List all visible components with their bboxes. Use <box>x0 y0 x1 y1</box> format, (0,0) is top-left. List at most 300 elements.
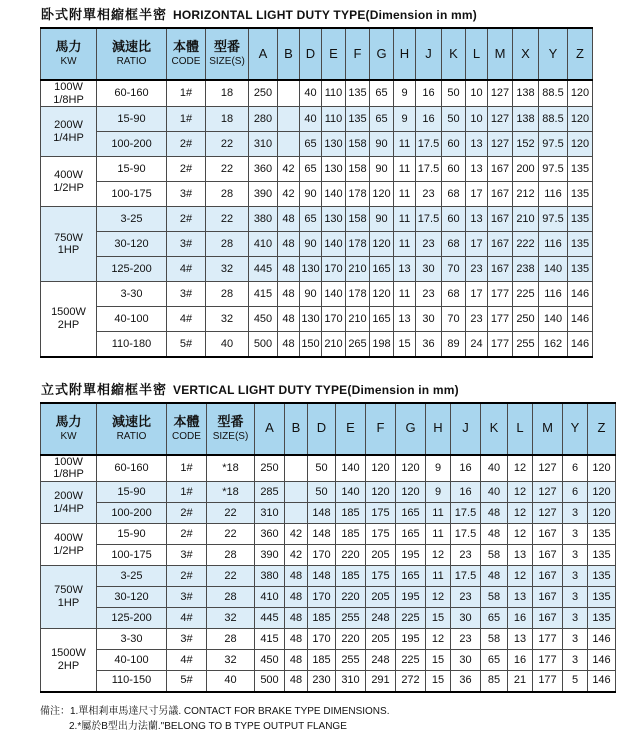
dim-cell-G: 198 <box>370 332 394 357</box>
table-row <box>41 132 593 157</box>
dim-cell-K: 68 <box>442 182 466 207</box>
column-header-dim-A: A <box>255 403 285 455</box>
dim-cell-E: 310 <box>336 671 366 692</box>
dim-cell-E: 130 <box>322 207 346 232</box>
dim-cell-A: 360 <box>249 157 278 182</box>
dim-cell-D: 50 <box>308 482 336 503</box>
dim-cell-H: 13 <box>394 257 416 282</box>
code-cell: 3# <box>167 232 206 257</box>
header-row <box>41 403 616 455</box>
column-header-dim-Y: Y <box>539 28 568 80</box>
dim-cell-Z: 135 <box>568 232 593 257</box>
dim-cell-A: 500 <box>249 332 278 357</box>
dim-cell-Z: 135 <box>568 207 593 232</box>
dim-cell-D: 130 <box>300 257 322 282</box>
dim-cell-M: 167 <box>533 524 563 545</box>
dim-cell-D: 40 <box>300 80 322 107</box>
code-cell: 2# <box>167 132 206 157</box>
ratio-cell: 40-100 <box>97 307 167 332</box>
code-cell: 4# <box>167 307 206 332</box>
dim-cell-Z: 135 <box>588 608 616 629</box>
horizontal-table-title <box>41 4 639 24</box>
dim-cell-E: 140 <box>322 282 346 307</box>
power-group-cell: 200W 1/4HP <box>41 482 97 524</box>
horizontal-title-en: HORIZONTAL LIGHT DUTY TYPE(Dimension in mm) <box>173 8 477 22</box>
dim-cell-X: 225 <box>513 282 539 307</box>
dim-cell-Z: 146 <box>568 332 593 357</box>
dim-cell-E: 170 <box>322 257 346 282</box>
size-cell: 32 <box>206 257 249 282</box>
dim-cell-A: 250 <box>255 455 285 482</box>
table-row <box>41 503 616 524</box>
dim-cell-J: 16 <box>451 455 481 482</box>
dim-cell-E: 170 <box>322 307 346 332</box>
dim-cell-K: 58 <box>481 545 508 566</box>
dim-cell-J: 16 <box>416 107 442 132</box>
dim-cell-A: 415 <box>249 282 278 307</box>
size-cell: 22 <box>206 132 249 157</box>
code-cell: 1# <box>167 107 206 132</box>
dim-cell-B: 42 <box>278 157 300 182</box>
vertical-title-en: VERTICAL LIGHT DUTY TYPE(Dimension in mm) <box>173 382 459 397</box>
dim-cell-E: 255 <box>336 608 366 629</box>
footnotes <box>40 704 639 735</box>
dim-cell-A: 410 <box>249 232 278 257</box>
column-header-dim-J: J <box>416 28 442 80</box>
dim-cell-K: 68 <box>442 232 466 257</box>
dim-cell-B: 48 <box>278 232 300 257</box>
ratio-cell: 3-25 <box>97 566 167 587</box>
dim-cell-G: 165 <box>396 524 426 545</box>
dim-cell-K: 48 <box>481 524 508 545</box>
dim-cell-M: 167 <box>533 608 563 629</box>
dim-cell-E: 185 <box>336 524 366 545</box>
ratio-cell: 30-120 <box>97 587 167 608</box>
dim-cell-H: 11 <box>394 132 416 157</box>
dim-cell-F: 291 <box>366 671 396 692</box>
power-group-cell: 100W 1/8HP <box>41 80 97 107</box>
dim-cell-X: 210 <box>513 207 539 232</box>
column-header-dim-K: K <box>481 403 508 455</box>
vertical-table-section <box>40 379 639 693</box>
size-cell: *18 <box>207 482 255 503</box>
dim-cell-H: 11 <box>426 524 451 545</box>
dim-cell-G: 225 <box>396 608 426 629</box>
table-row <box>41 207 593 232</box>
code-cell: 4# <box>167 650 207 671</box>
dim-cell-X: 238 <box>513 257 539 282</box>
dim-cell-B <box>278 132 300 157</box>
dim-cell-Y: 6 <box>563 455 588 482</box>
table-row <box>41 608 616 629</box>
dim-cell-Y: 97.5 <box>539 132 568 157</box>
dim-cell-E: 220 <box>336 545 366 566</box>
dim-cell-G: 272 <box>396 671 426 692</box>
dim-cell-Z: 135 <box>588 524 616 545</box>
dim-cell-H: 11 <box>394 182 416 207</box>
column-header-dim-K: K <box>442 28 466 80</box>
dim-cell-D: 148 <box>308 524 336 545</box>
footnote-flange-note: 2.*屬於B型出力法蘭."BELONG TO B TYPE OUTPUT FLANGE <box>69 721 347 733</box>
dim-cell-L: 16 <box>508 650 533 671</box>
column-header-dim-H: H <box>426 403 451 455</box>
dim-cell-J: 17.5 <box>416 132 442 157</box>
code-cell: 5# <box>167 332 206 357</box>
dim-cell-L: 12 <box>508 524 533 545</box>
dim-cell-D: 170 <box>308 629 336 650</box>
horizontal-dimensions-table <box>40 27 593 358</box>
table-row <box>41 157 593 182</box>
dim-cell-B: 48 <box>285 671 308 692</box>
dim-cell-F: 175 <box>366 503 396 524</box>
code-cell: 2# <box>167 566 207 587</box>
dim-cell-L: 10 <box>466 107 488 132</box>
dim-cell-M: 167 <box>533 587 563 608</box>
dim-cell-L: 13 <box>508 587 533 608</box>
dim-cell-K: 48 <box>481 566 508 587</box>
power-group-cell: 400W 1/2HP <box>41 524 97 566</box>
dim-cell-L: 10 <box>466 80 488 107</box>
dim-cell-Y: 3 <box>563 566 588 587</box>
dim-cell-F: 205 <box>366 545 396 566</box>
dim-cell-D: 150 <box>300 332 322 357</box>
dim-cell-Y: 140 <box>539 257 568 282</box>
table-row <box>41 566 616 587</box>
dim-cell-A: 415 <box>255 629 285 650</box>
dim-cell-F: 178 <box>346 182 370 207</box>
dim-cell-K: 48 <box>481 503 508 524</box>
dim-cell-F: 158 <box>346 207 370 232</box>
power-group-cell: 200W 1/4HP <box>41 107 97 157</box>
ratio-cell: 60-160 <box>97 80 167 107</box>
column-header-dim-D: D <box>308 403 336 455</box>
dim-cell-A: 380 <box>255 566 285 587</box>
dim-cell-G: 165 <box>396 503 426 524</box>
column-header-sizes: 型番 SIZE(S) <box>207 403 255 455</box>
dim-cell-Z: 135 <box>588 545 616 566</box>
dim-cell-Y: 116 <box>539 182 568 207</box>
dim-cell-A: 310 <box>249 132 278 157</box>
dim-cell-M: 177 <box>488 332 513 357</box>
dim-cell-M: 127 <box>533 455 563 482</box>
dim-cell-D: 65 <box>300 157 322 182</box>
dim-cell-D: 185 <box>308 608 336 629</box>
dim-cell-Z: 146 <box>588 629 616 650</box>
column-header-ratio: 減速比 RATIO <box>97 28 167 80</box>
size-cell: 22 <box>207 503 255 524</box>
size-cell: 18 <box>206 107 249 132</box>
ratio-cell: 30-120 <box>97 232 167 257</box>
dim-cell-K: 65 <box>481 608 508 629</box>
dim-cell-H: 12 <box>426 629 451 650</box>
code-cell: 3# <box>167 587 207 608</box>
dim-cell-F: 265 <box>346 332 370 357</box>
size-cell: 40 <box>207 671 255 692</box>
dim-cell-L: 17 <box>466 232 488 257</box>
dim-cell-A: 390 <box>249 182 278 207</box>
dim-cell-Y: 3 <box>563 503 588 524</box>
table-row <box>41 257 593 282</box>
dim-cell-B: 48 <box>285 650 308 671</box>
dim-cell-K: 89 <box>442 332 466 357</box>
table-row <box>41 524 616 545</box>
dim-cell-Y: 162 <box>539 332 568 357</box>
column-header-dim-E: E <box>322 28 346 80</box>
column-header-code: 本體 CODE <box>167 28 206 80</box>
dim-cell-D: 65 <box>300 132 322 157</box>
table-row <box>41 307 593 332</box>
dim-cell-J: 30 <box>451 650 481 671</box>
dim-cell-Z: 146 <box>568 307 593 332</box>
dim-cell-X: 152 <box>513 132 539 157</box>
dim-cell-G: 195 <box>396 587 426 608</box>
footnote-brake-note: 備注：1.單相剎車馬達尺寸另議. CONTACT FOR BRAKE TYPE DIMENSIONS. <box>40 705 390 717</box>
dim-cell-M: 177 <box>533 650 563 671</box>
dim-cell-F: 248 <box>366 608 396 629</box>
table-row <box>41 545 616 566</box>
dim-cell-Z: 135 <box>568 182 593 207</box>
table-row <box>41 482 616 503</box>
dim-cell-Y: 3 <box>563 629 588 650</box>
dim-cell-X: 250 <box>513 307 539 332</box>
size-cell: 22 <box>206 157 249 182</box>
ratio-cell: 3-25 <box>97 207 167 232</box>
dim-cell-L: 23 <box>466 307 488 332</box>
code-cell: 3# <box>167 629 207 650</box>
dim-cell-B <box>285 455 308 482</box>
size-cell: 28 <box>206 182 249 207</box>
dim-cell-A: 280 <box>249 107 278 132</box>
size-cell: *18 <box>207 455 255 482</box>
dim-cell-J: 23 <box>416 232 442 257</box>
dim-cell-L: 13 <box>508 629 533 650</box>
dim-cell-K: 40 <box>481 455 508 482</box>
column-header-dim-M: M <box>533 403 563 455</box>
dim-cell-L: 17 <box>466 282 488 307</box>
ratio-cell: 3-30 <box>97 282 167 307</box>
column-header-code: 本體 CODE <box>167 403 207 455</box>
ratio-cell: 125-200 <box>97 257 167 282</box>
dim-cell-A: 390 <box>255 545 285 566</box>
dim-cell-D: 170 <box>308 587 336 608</box>
table-row <box>41 282 593 307</box>
dim-cell-X: 138 <box>513 80 539 107</box>
power-group-cell: 1500W 2HP <box>41 282 97 357</box>
dim-cell-G: 120 <box>370 182 394 207</box>
dim-cell-L: 16 <box>508 608 533 629</box>
dim-cell-A: 250 <box>249 80 278 107</box>
dim-cell-H: 12 <box>426 545 451 566</box>
vertical-dimensions-table <box>40 402 616 693</box>
dim-cell-G: 165 <box>370 257 394 282</box>
dim-cell-Z: 120 <box>568 132 593 157</box>
code-cell: 3# <box>167 282 206 307</box>
header-row <box>41 28 593 80</box>
ratio-cell: 110-150 <box>97 671 167 692</box>
dim-cell-K: 58 <box>481 629 508 650</box>
dim-cell-G: 90 <box>370 157 394 182</box>
table-row <box>41 629 616 650</box>
ratio-cell: 3-30 <box>97 629 167 650</box>
dim-cell-Y: 116 <box>539 282 568 307</box>
dim-cell-B: 48 <box>278 332 300 357</box>
size-cell: 32 <box>207 608 255 629</box>
dim-cell-J: 30 <box>416 307 442 332</box>
dim-cell-Z: 120 <box>588 503 616 524</box>
dim-cell-Y: 116 <box>539 232 568 257</box>
dim-cell-H: 15 <box>426 650 451 671</box>
dim-cell-E: 140 <box>336 482 366 503</box>
dim-cell-E: 185 <box>336 503 366 524</box>
dim-cell-H: 9 <box>426 482 451 503</box>
table-row <box>41 650 616 671</box>
dim-cell-F: 175 <box>366 566 396 587</box>
ratio-cell: 15-90 <box>97 524 167 545</box>
dim-cell-G: 120 <box>396 482 426 503</box>
dim-cell-L: 12 <box>508 482 533 503</box>
dim-cell-A: 360 <box>255 524 285 545</box>
dim-cell-M: 167 <box>488 207 513 232</box>
dim-cell-F: 158 <box>346 132 370 157</box>
code-cell: 1# <box>167 80 206 107</box>
column-header-dim-Z: Z <box>588 403 616 455</box>
dim-cell-G: 65 <box>370 107 394 132</box>
column-header-dim-G: G <box>396 403 426 455</box>
dim-cell-J: 36 <box>416 332 442 357</box>
dim-cell-K: 70 <box>442 257 466 282</box>
dim-cell-F: 210 <box>346 307 370 332</box>
dim-cell-M: 167 <box>488 157 513 182</box>
size-cell: 22 <box>207 566 255 587</box>
dim-cell-L: 12 <box>508 503 533 524</box>
table-row <box>41 455 616 482</box>
column-header-dim-H: H <box>394 28 416 80</box>
dim-cell-Y: 97.5 <box>539 157 568 182</box>
dim-cell-E: 255 <box>336 650 366 671</box>
dim-cell-E: 220 <box>336 629 366 650</box>
dim-cell-F: 135 <box>346 107 370 132</box>
dim-cell-X: 255 <box>513 332 539 357</box>
vertical-title-zh: 立式附單相縮框半密 <box>41 381 168 397</box>
dim-cell-Y: 3 <box>563 608 588 629</box>
dim-cell-J: 17.5 <box>451 524 481 545</box>
dim-cell-F: 178 <box>346 232 370 257</box>
dim-cell-B: 42 <box>285 524 308 545</box>
dim-cell-K: 68 <box>442 282 466 307</box>
dim-cell-J: 23 <box>451 629 481 650</box>
dim-cell-F: 175 <box>366 524 396 545</box>
dim-cell-D: 185 <box>308 650 336 671</box>
ratio-cell: 100-200 <box>97 503 167 524</box>
dim-cell-J: 23 <box>451 545 481 566</box>
dim-cell-K: 60 <box>442 157 466 182</box>
size-cell: 28 <box>207 545 255 566</box>
dim-cell-Z: 120 <box>588 455 616 482</box>
dim-cell-D: 50 <box>308 455 336 482</box>
dim-cell-M: 167 <box>488 232 513 257</box>
dim-cell-E: 110 <box>322 107 346 132</box>
dim-cell-H: 9 <box>426 455 451 482</box>
dim-cell-G: 225 <box>396 650 426 671</box>
dim-cell-Y: 88.5 <box>539 80 568 107</box>
dim-cell-Z: 135 <box>568 157 593 182</box>
dim-cell-Y: 5 <box>563 671 588 692</box>
dim-cell-B: 48 <box>278 257 300 282</box>
dim-cell-J: 23 <box>451 587 481 608</box>
dim-cell-F: 210 <box>346 257 370 282</box>
dim-cell-A: 450 <box>249 307 278 332</box>
dim-cell-G: 90 <box>370 207 394 232</box>
dim-cell-E: 220 <box>336 587 366 608</box>
dim-cell-L: 12 <box>508 566 533 587</box>
dim-cell-Z: 146 <box>568 282 593 307</box>
table-row <box>41 80 593 107</box>
dim-cell-Z: 146 <box>588 650 616 671</box>
size-cell: 32 <box>207 650 255 671</box>
dim-cell-H: 11 <box>426 503 451 524</box>
dim-cell-J: 17.5 <box>451 503 481 524</box>
dim-cell-X: 200 <box>513 157 539 182</box>
dim-cell-H: 15 <box>426 671 451 692</box>
column-header-dim-Z: Z <box>568 28 593 80</box>
dim-cell-F: 178 <box>346 282 370 307</box>
dim-cell-J: 30 <box>416 257 442 282</box>
dim-cell-Y: 6 <box>563 482 588 503</box>
table-row <box>41 587 616 608</box>
dim-cell-Y: 140 <box>539 307 568 332</box>
dim-cell-B: 48 <box>285 629 308 650</box>
dim-cell-E: 140 <box>336 455 366 482</box>
dim-cell-Z: 135 <box>588 566 616 587</box>
dim-cell-Z: 120 <box>568 80 593 107</box>
dim-cell-J: 23 <box>416 182 442 207</box>
horizontal-title-zh: 卧式附單相縮框半密 <box>41 7 168 22</box>
table-row <box>41 332 593 357</box>
table-row <box>41 232 593 257</box>
power-group-cell: 750W 1HP <box>41 566 97 629</box>
code-cell: 3# <box>167 182 206 207</box>
dim-cell-A: 450 <box>255 650 285 671</box>
dim-cell-E: 130 <box>322 157 346 182</box>
dim-cell-K: 60 <box>442 132 466 157</box>
dim-cell-A: 410 <box>255 587 285 608</box>
dim-cell-J: 36 <box>451 671 481 692</box>
dim-cell-Z: 135 <box>568 257 593 282</box>
table-row <box>41 182 593 207</box>
column-header-kw: 馬力 KW <box>41 403 97 455</box>
dim-cell-X: 222 <box>513 232 539 257</box>
size-cell: 32 <box>206 307 249 332</box>
column-header-dim-X: X <box>513 28 539 80</box>
ratio-cell: 100-175 <box>97 182 167 207</box>
dim-cell-F: 120 <box>366 482 396 503</box>
dim-cell-A: 445 <box>255 608 285 629</box>
dim-cell-H: 15 <box>394 332 416 357</box>
dim-cell-M: 127 <box>488 132 513 157</box>
dim-cell-D: 148 <box>308 503 336 524</box>
dim-cell-M: 127 <box>488 80 513 107</box>
dim-cell-D: 90 <box>300 282 322 307</box>
dim-cell-F: 205 <box>366 629 396 650</box>
dim-cell-D: 230 <box>308 671 336 692</box>
dim-cell-L: 13 <box>466 157 488 182</box>
dim-cell-H: 15 <box>426 608 451 629</box>
dim-cell-E: 140 <box>322 182 346 207</box>
column-header-dim-A: A <box>249 28 278 80</box>
column-header-dim-M: M <box>488 28 513 80</box>
dim-cell-J: 16 <box>451 482 481 503</box>
horizontal-table-section <box>40 4 639 358</box>
